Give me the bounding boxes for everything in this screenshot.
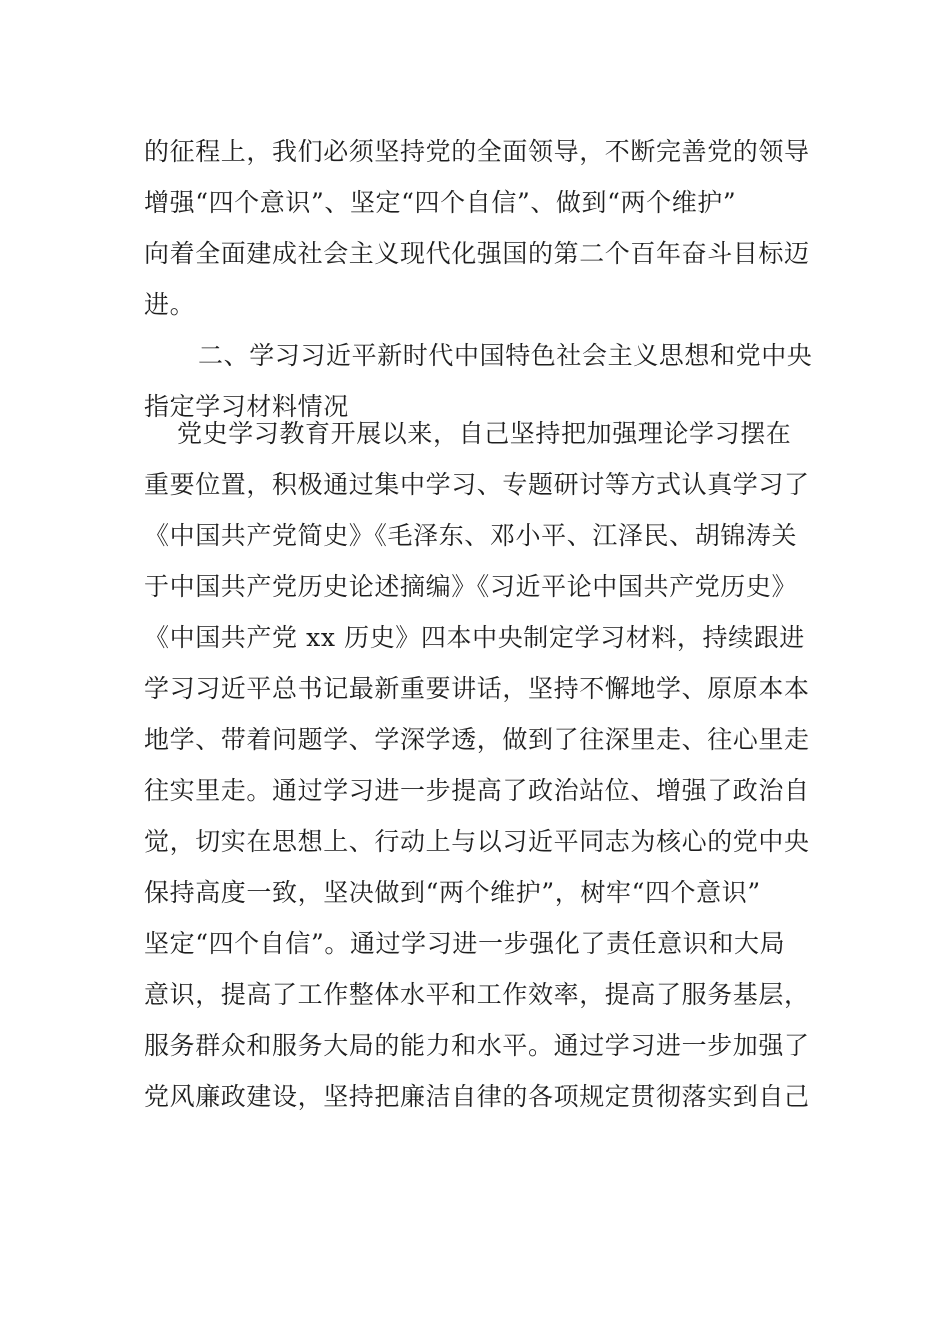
- paragraph-line: 向着全面建成社会主义现代化强国的第二个百年奋斗目标迈: [144, 239, 810, 268]
- paragraph-line: 地学、带着问题学、学深学透，做到了往深里走、往心里走: [144, 725, 810, 754]
- paragraph-line: 《中国共产党简史》《毛泽东、邓小平、江泽民、胡锦涛关: [144, 521, 798, 550]
- paragraph-line: 觉，切实在思想上、行动上与以习近平同志为核心的党中央: [144, 827, 810, 856]
- paragraph-line: 党史学习教育开展以来，自己坚持把加强理论学习摆在: [177, 419, 792, 448]
- paragraph-line: 增强“四个意识”、坚定“四个自信”、做到“两个维护”: [144, 188, 737, 217]
- paragraph-line: 学习习近平总书记最新重要讲话，坚持不懈地学、原原本本: [144, 674, 810, 703]
- paragraph-line: 进。: [144, 290, 196, 319]
- heading-line: 二、学习习近平新时代中国特色社会主义思想和党中央: [198, 341, 813, 370]
- paragraph-line: 于中国共产党历史论述摘编》《习近平论中国共产党历史》: [144, 572, 798, 601]
- top-paragraph: [144, 126, 814, 330]
- paragraph-line: 党风廉政建设，坚持把廉洁自律的各项规定贯彻落实到自己: [144, 1082, 810, 1111]
- paragraph-line: 的征程上，我们必须坚持党的全面领导，不断完善党的领导: [144, 137, 810, 166]
- paragraph-line: 服务群众和服务大局的能力和水平。通过学习进一步加强了: [144, 1031, 810, 1060]
- paragraph-line: 意识，提高了工作整体水平和工作效率，提高了服务基层，: [144, 980, 810, 1009]
- paragraph-line: 保持高度一致，坚决做到“两个维护”，树牢“四个意识”: [144, 878, 761, 907]
- paragraph-line: 往实里走。通过学习进一步提高了政治站位、增强了政治自: [144, 776, 810, 805]
- paragraph-line: 重要位置，积极通过集中学习、专题研讨等方式认真学习了: [144, 470, 810, 499]
- heading-line: 指定学习材料情况: [144, 392, 349, 421]
- paragraph-line: 《中国共产党 xx 历史》四本中央制定学习材料，持续跟进: [144, 623, 805, 652]
- main-paragraph: [144, 408, 814, 1122]
- paragraph-line: 坚定“四个自信”。通过学习进一步强化了责任意识和大局: [144, 929, 786, 958]
